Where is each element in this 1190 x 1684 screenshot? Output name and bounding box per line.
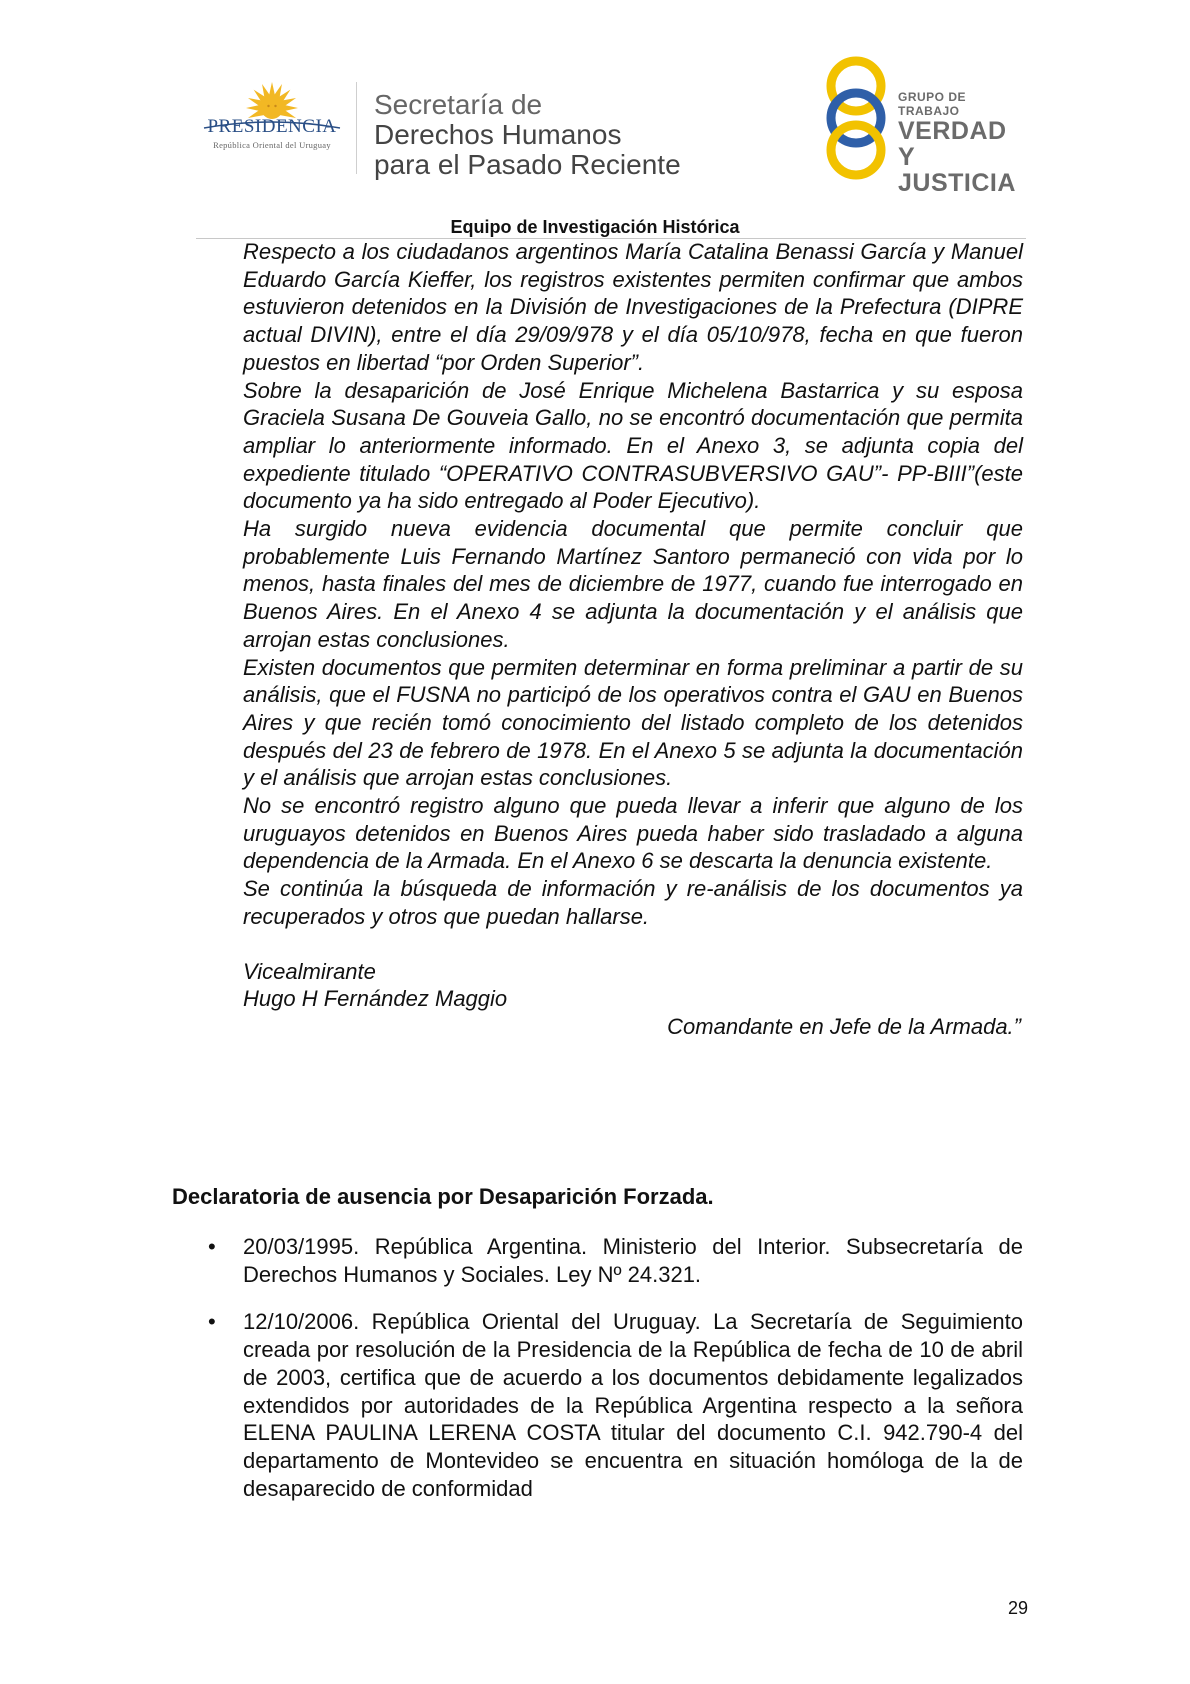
section-heading: Declaratoria de ausencia por Desaparición Forzada. (172, 1184, 714, 1209)
quote-paragraph: Se continúa la búsqueda de información y re-análisis de los documentos ya recuperados y otros que puedan hallarse. (243, 876, 1023, 929)
verdad-justicia-rings-icon (821, 56, 891, 180)
quote-paragraph: Ha surgido nueva evidencia documental que permite concluir que probablemente Luis Fernando Martínez Santoro permaneció con vida por lo menos, hasta finales del mes de diciembre de 1977, cuando fue interrogado en Buenos Aires. En el Anexo 4 se adjunta la documentación y el análisis que arrojan estas conclusiones. (243, 516, 1023, 652)
quoted-report (243, 238, 1023, 1041)
bullet-icon: • (208, 1309, 216, 1335)
quote-paragraph: Existen documentos que permiten determinar en forma preliminar a partir de su análisis, que el FUSNA no participó de los operativos contra el GAU en Buenos Aires y que recién tomó conocimiento del listado completo de los detenidos después del 23 de febrero de 1978. En el Anexo 5 se adjunta la documentación y el análisis que arrojan estas conclusiones. (243, 654, 1023, 791)
bullet-list (208, 1233, 1023, 1502)
list-item-text: 12/10/2006. República Oriental del Uruguay. La Secretaría de Seguimiento creada por resolución de la Presidencia de la República de fecha de 10 de abril de 2003, certifica que de acuerdo a los documentos debidamente legalizados extendidos por autoridades de la República Argentina respecto a la señora ELENA PAULINA LERENA COSTA titular del documento C.I. 942.790-4 del departamento de Montevideo se encuentra en situación homóloga de la de desaparecido de conformidad (243, 1309, 1023, 1501)
team-title: Equipo de Investigación Histórica (450, 217, 740, 237)
list-item-text: 20/03/1995. República Argentina. Ministerio del Interior. Subsecretaría de Derechos Humanos y Sociales. Ley Nº 24.321. (243, 1234, 1023, 1287)
gvj-line-2: JUSTICIA (898, 169, 1016, 197)
quote-paragraph: Respecto a los ciudadanos argentinos María Catalina Benassi García y Manuel Eduardo García Kieffer, los registros existentes permiten confirmar que ambos estuvieron detenidos en la División de Investigaciones de la Prefectura (DIPRE actual DIVIN), entre el día 29/09/978 y el día 05/10/978, fecha en que fueron puestos en libertad “por Orden Superior”. (243, 239, 1023, 375)
verdad-justicia-wordmark (898, 90, 1026, 196)
secretaria-line-1: Secretaría de (374, 89, 543, 120)
logo-divider (356, 82, 357, 174)
bullet-icon: • (208, 1234, 216, 1259)
list-item (208, 1308, 1023, 1502)
presidencia-name: PRESIDENCIA (207, 116, 337, 137)
signature-name: Hugo H Fernández Maggio (243, 986, 508, 1012)
presidencia-subtitle: República Oriental del Uruguay (213, 140, 331, 150)
signature-title: Comandante en Jefe de la Armada.” (667, 1013, 1021, 1039)
secretaria-line-3: para el Pasado Reciente (374, 149, 681, 180)
gvj-line-1: VERDAD Y (898, 117, 1007, 171)
signature-rank: Vicealmirante (243, 958, 376, 984)
page-number: 29 (1007, 1598, 1028, 1618)
quote-paragraph: Sobre la desaparición de José Enrique Michelena Bastarrica y su esposa Graciela Susana De Gouveia Gallo, no se encontró documentación que permita ampliar lo anteriormente informado. En el Anexo 3, se adjunta copia del expediente titulado “OPERATIVO CONTRASUBVERSIVO GAU”- PP-BIII”(este documento ya ha sido entregado al Poder Ejecutivo). (243, 377, 1023, 514)
secretaria-line-2: Derechos Humanos (374, 119, 622, 150)
gvj-small-line: GRUPO DE TRABAJO (898, 90, 967, 118)
letterhead (196, 56, 1026, 197)
quote-paragraph: No se encontró registro alguno que pueda llevar a inferir que alguno de los uruguayos detenidos en Buenos Aires pueda haber sido trasladado a alguna dependencia de la Armada. En el Anexo 6 se descarta la denuncia existente. (243, 793, 1023, 874)
secretaria-title (374, 90, 681, 180)
list-item (208, 1233, 1023, 1288)
